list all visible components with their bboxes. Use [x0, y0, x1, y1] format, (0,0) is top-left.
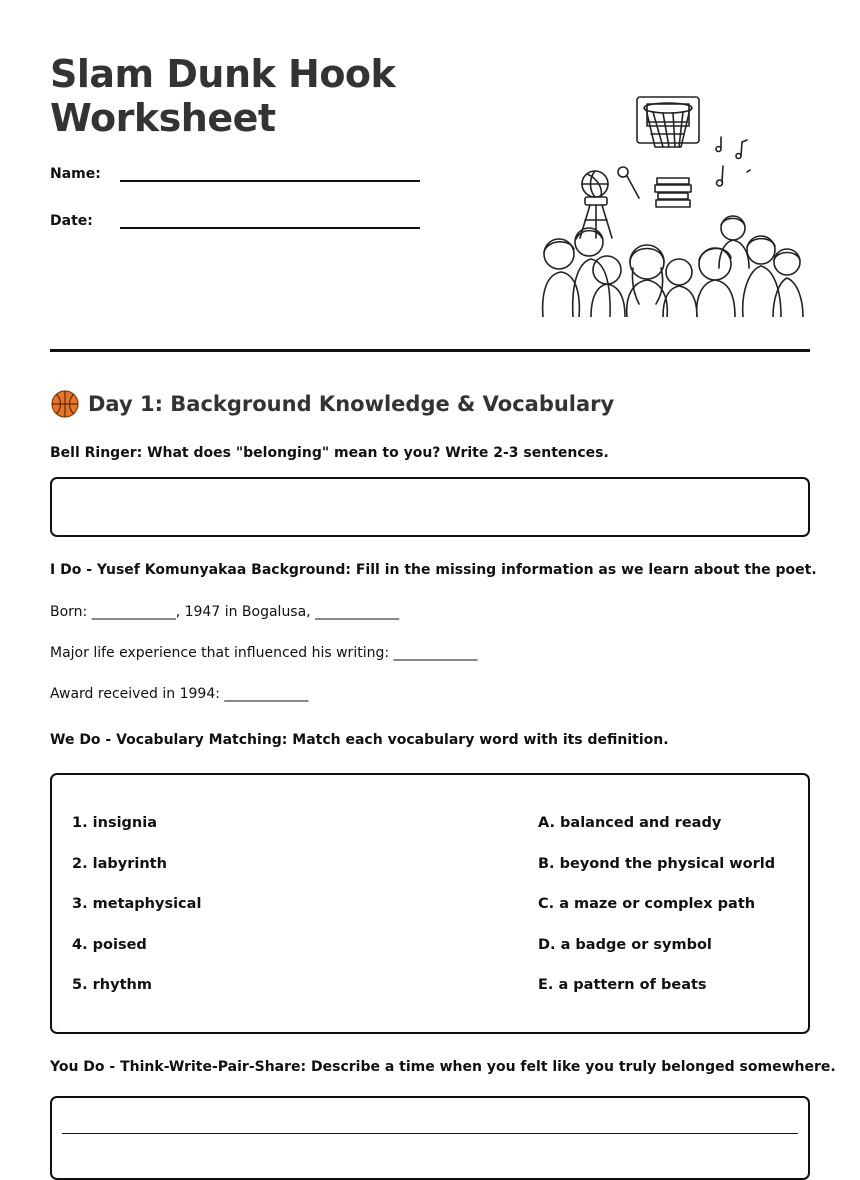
fill-in-born[interactable]: Born: ____________, 1947 in Bogalusa, ____________: [50, 604, 400, 620]
title-line-2: Worksheet: [50, 96, 276, 140]
header-divider: [50, 349, 810, 352]
vocab-definition: B. beyond the physical world: [538, 856, 776, 872]
day1-title: Day 1: Background Knowledge & Vocabulary: [88, 392, 615, 416]
worksheet-title: [50, 52, 395, 140]
basketball-classroom-illustration: [535, 92, 805, 317]
you-do-answer-box[interactable]: [50, 1096, 810, 1180]
name-field[interactable]: [50, 166, 420, 182]
you-do-prompt: You Do - Think-Write-Pair-Share: Describe a time when you felt like you truly belonged somewhere.: [50, 1059, 836, 1075]
vocab-word: 4. poised: [72, 937, 147, 953]
vocab-word: 5. rhythm: [72, 977, 152, 993]
date-label: Date:: [50, 213, 93, 229]
vocab-word: 1. insignia: [72, 815, 157, 831]
we-do-prompt: We Do - Vocabulary Matching: Match each vocabulary word with its definition.: [50, 732, 669, 748]
basketball-icon: [50, 389, 80, 419]
title-line-1: Slam Dunk Hook: [50, 52, 396, 96]
vocab-word: 2. labyrinth: [72, 856, 167, 872]
vocab-definition: A. balanced and ready: [538, 815, 722, 831]
vocab-word: 3. metaphysical: [72, 896, 202, 912]
vocab-definition: C. a maze or complex path: [538, 896, 756, 912]
date-line[interactable]: [120, 213, 420, 229]
vocab-definition: E. a pattern of beats: [538, 977, 707, 993]
bell-ringer-answer-box[interactable]: [50, 477, 810, 537]
vocab-definition: D. a badge or symbol: [538, 937, 712, 953]
answer-line[interactable]: [62, 1133, 798, 1134]
fill-in-award[interactable]: Award received in 1994: ____________: [50, 686, 309, 702]
name-line[interactable]: [120, 166, 420, 182]
name-label: Name:: [50, 166, 101, 182]
day1-heading: [50, 389, 614, 419]
fill-in-life-experience[interactable]: Major life experience that influenced his writing: ____________: [50, 645, 478, 661]
date-field[interactable]: [50, 213, 420, 229]
i-do-prompt: I Do - Yusef Komunyakaa Background: Fill in the missing information as we learn about the poet.: [50, 562, 817, 578]
bell-ringer-prompt: Bell Ringer: What does "belonging" mean to you? Write 2-3 sentences.: [50, 445, 609, 461]
